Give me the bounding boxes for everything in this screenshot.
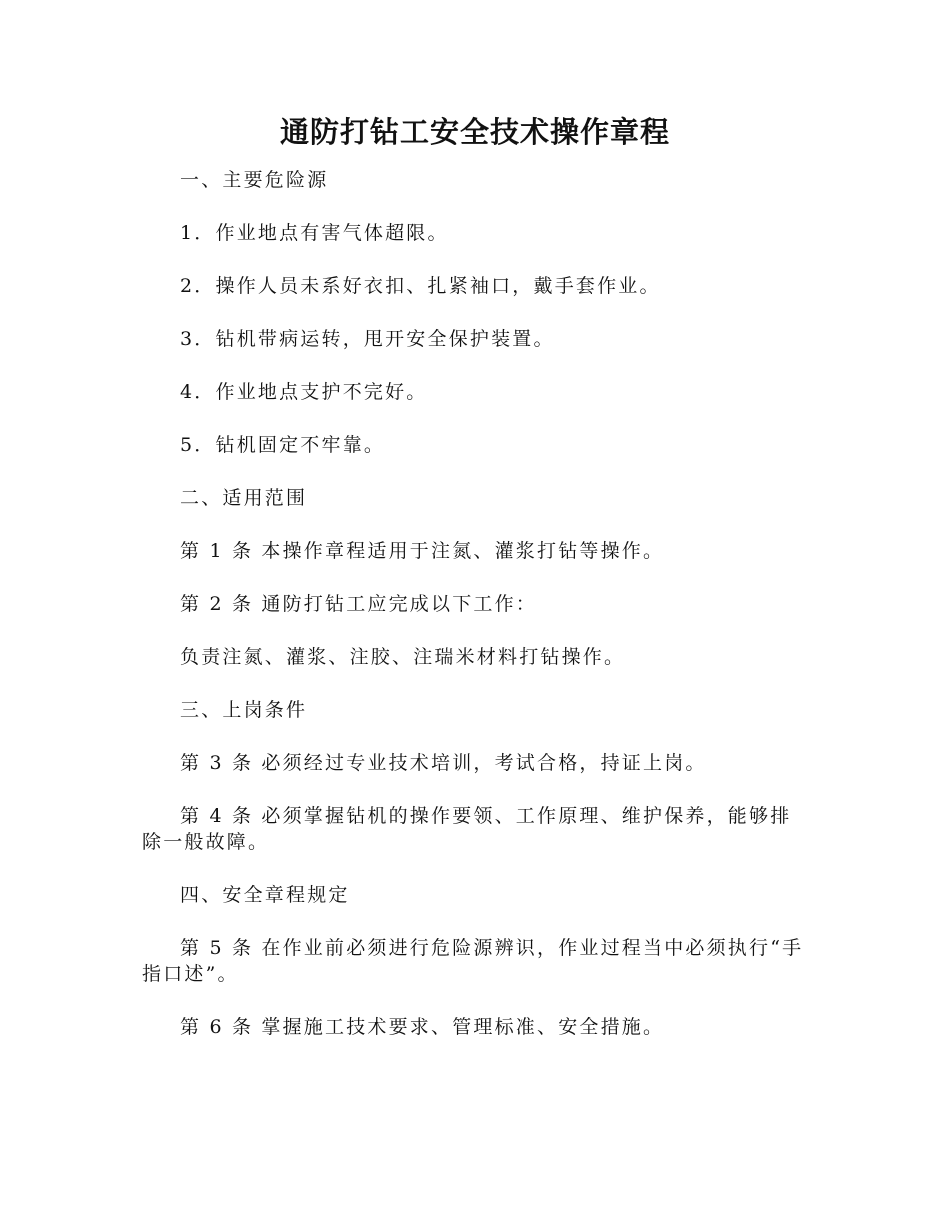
hazard-item-1: 1．作业地点有害气体超限。: [180, 222, 449, 244]
section-heading-qualifications: 三、上岗条件: [180, 699, 308, 721]
section-heading-scope: 二、适用范围: [180, 487, 308, 509]
article-3: 第 3 条 必须经过专业技术培训，考试合格，持证上岗。: [180, 752, 707, 774]
article-4: 第 4 条 必须掌握钻机的操作要领、工作原理、维护保养，能够排除一般故障。: [142, 805, 792, 853]
document-body: [142, 167, 810, 1067]
hazard-item-2: 2．操作人员未系好衣扣、扎紧袖口，戴手套作业。: [180, 275, 661, 297]
article-5: 第 5 条 在作业前必须进行危险源辨识，作业过程当中必须执行“手指口述”。: [142, 937, 804, 985]
hazard-item-5: 5．钻机固定不牢靠。: [180, 434, 386, 456]
article-1: 第 1 条 本操作章程适用于注氮、灌浆打钻等操作。: [180, 540, 665, 562]
hazard-item-3: 3．钻机带病运转，甩开安全保护装置。: [180, 328, 555, 350]
section-heading-hazards: 一、主要危险源: [180, 169, 329, 191]
article-6: 第 6 条 掌握施工技术要求、管理标准、安全措施。: [180, 1016, 665, 1038]
article-2: 第 2 条 通防打钻工应完成以下工作：: [180, 593, 538, 615]
article-2-duty: 负责注氮、灌浆、注胶、注瑞米材料打钻操作。: [180, 646, 626, 668]
document-title: 通防打钻工安全技术操作章程: [279, 115, 670, 149]
hazard-item-4: 4．作业地点支护不完好。: [180, 381, 428, 403]
section-heading-safety-rules: 四、安全章程规定: [180, 884, 350, 906]
